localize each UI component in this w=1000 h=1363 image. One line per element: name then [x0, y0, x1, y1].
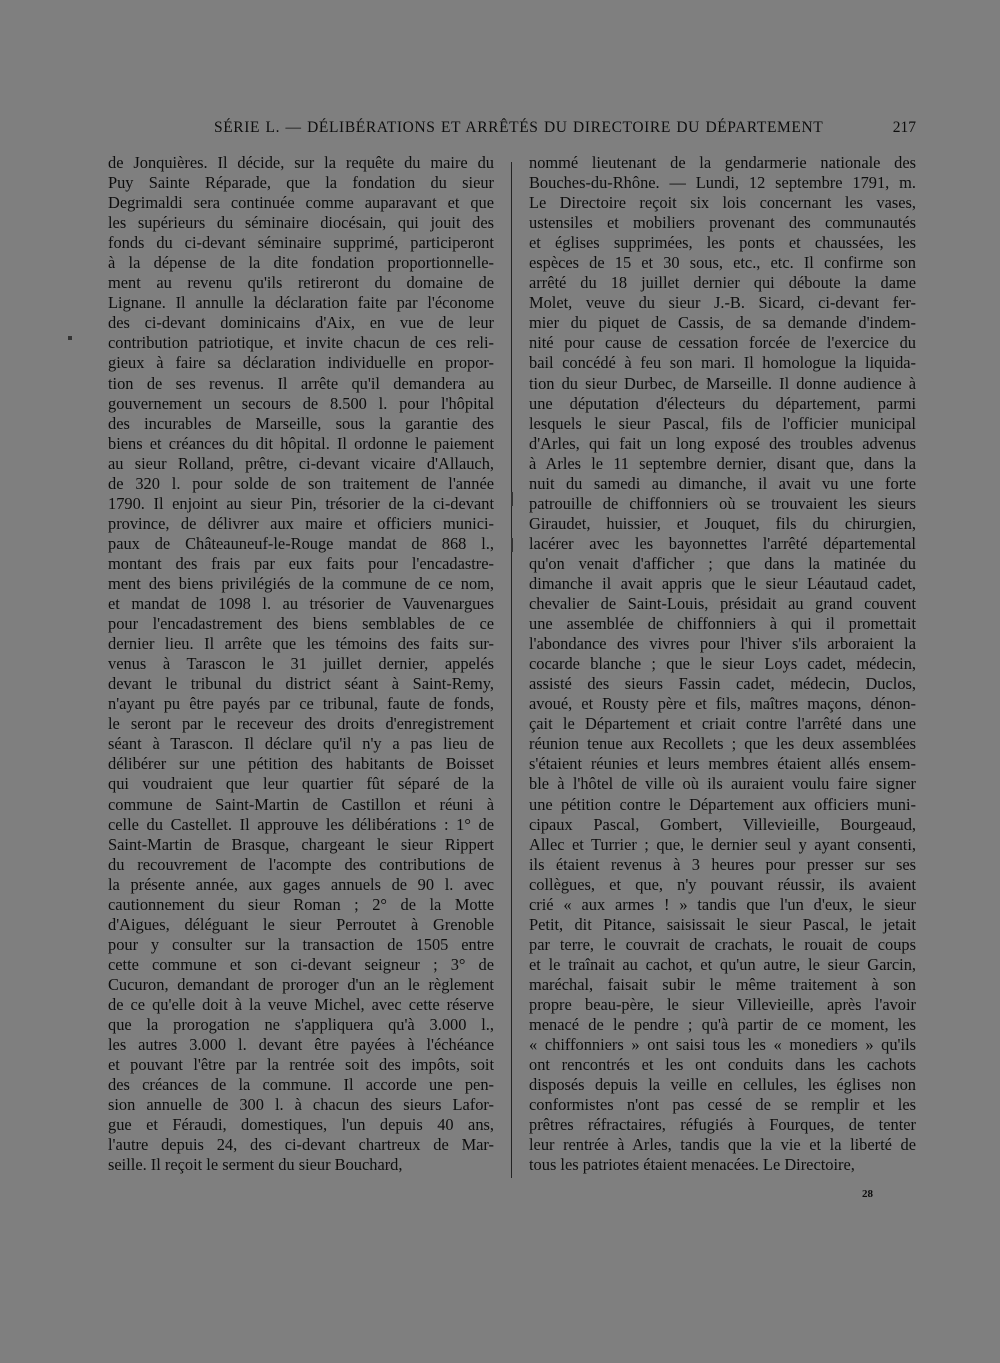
text-line: ustensiles et mobiliers provenant des communautés [529, 213, 916, 233]
text-line: Degrimaldi sera continuée comme auparavant et que [108, 193, 494, 213]
text-line: paux de Châteauneuf-le-Rouge mandat de 868 l., [108, 533, 494, 553]
text-line: réunion tenue aux Recollets ; que les deux assemblées [529, 734, 916, 754]
text-line: biens et créances du dit hôpital. Il ordonne le paiement [108, 433, 494, 453]
text-line: nommé lieutenant de la gendarmerie nationale des [529, 153, 916, 172]
right-column [529, 153, 916, 1175]
text-line: les autres 3.000 l. devant être payées à l'échéance [108, 1035, 494, 1055]
text-line: gieux à faire sa déclaration individuelle en propor- [108, 353, 494, 373]
text-line: une assemblée de chiffonniers à qui il promettait [529, 614, 916, 634]
text-line: nité pour cause de cessation forcée de l'exercice du [529, 333, 916, 353]
text-line: et pouvant l'être par la rentrée soit des impôts, soit [108, 1055, 494, 1075]
text-line: et le traînait au cachot, et qu'un autre, le sieur Garcin, [529, 954, 916, 974]
text-line: une députation d'électeurs du département, parmi [529, 393, 916, 413]
text-line: dernier lieu. Il arrête que les témoins des faits sur- [108, 634, 494, 654]
text-line: 1790. Il enjoint au sieur Pin, trésorier de la ci-devant [108, 493, 494, 513]
text-line: et églises supprimées, les ponts et chaussées, les [529, 233, 916, 253]
text-line: s'étaient réunies et leurs membres étaient allés ensem- [529, 754, 916, 774]
text-line: des incurables de Marseille, sous la garantie des [108, 413, 494, 433]
text-line: propre beau-père, le sieur Villevieille, après l'avoir [529, 994, 916, 1014]
text-line: Bouches-du-Rhône. — Lundi, 12 septembre 1791, m. [529, 173, 916, 193]
text-line: de 320 l. pour solde de son traitement de l'année [108, 473, 494, 493]
text-line: lacérer avec les bayonnettes l'arrêté départemental [529, 533, 916, 553]
text-line: d'Arles, qui fait un long exposé des troubles advenus [529, 433, 916, 453]
text-line: des ci-devant dominicains d'Aix, en vue de leur [108, 313, 494, 333]
text-line: les supérieurs du séminaire diocésain, qui jouit des [108, 213, 494, 233]
text-line: ble à l'hôtel de ville où ils auraient voulu faire signer [529, 774, 916, 794]
text-line: du recouvrement de l'acompte des contributions de [108, 854, 494, 874]
text-line: montant des frais par eux faits pour l'encadastre- [108, 553, 494, 573]
text-line: pour l'encadastrement des biens semblables de ce [108, 614, 494, 634]
text-line: ont rencontrés et les ont conduits dans les cachots [529, 1055, 916, 1075]
text-line: « chiffonniers » ont saisi tous les « monediers » qu'ils [529, 1035, 916, 1055]
text-line: de Jonquières. Il décide, sur la requête du maire du [108, 153, 494, 172]
text-line: cette commune et son ci-devant seigneur ; 3° de [108, 954, 494, 974]
text-line: patrouille de chiffonniers où se trouvaient les sieurs [529, 493, 916, 513]
text-line: la présente année, aux gages annuels de 90 l. avec [108, 874, 494, 894]
text-line: pour y consulter sur la transaction de 1505 entre [108, 934, 494, 954]
page-header [108, 119, 916, 141]
text-line: nuit du samedi au dimanche, il avait vu une forte [529, 473, 916, 493]
text-line: séant à Tarascon. Il déclare qu'il n'y a pas lieu de [108, 734, 494, 754]
text-line: que la prorogation ne s'appliquera qu'à 3.000 l., [108, 1015, 494, 1035]
text-line: des créances de la commune. Il accorde une pen- [108, 1075, 494, 1095]
text-line: devant le tribunal du district séant à Saint-Remy, [108, 674, 494, 694]
column-divider [511, 162, 512, 1178]
text-line: conformistes n'ont pas cessé de se remplir et les [529, 1095, 916, 1115]
text-line: ment des biens privilégiés de la commune de ce nom, [108, 573, 494, 593]
text-line: Giraudet, huissier, et Jouquet, fils du chirurgien, [529, 513, 916, 533]
text-line: n'ayant pu être payés par ce tribunal, faute de fonds, [108, 694, 494, 714]
text-line: Puy Sainte Réparade, que la fondation du sieur [108, 173, 494, 193]
text-line: délibérer sur une pétition des habitants de Boisset [108, 754, 494, 774]
text-line: Le Directoire reçoit six lois concernant les vases, [529, 193, 916, 213]
text-line: Molet, veuve du sieur J.-B. Sicard, ci-devant fer- [529, 293, 916, 313]
text-line: tion du sieur Durbec, de Marseille. Il donne audience à [529, 373, 916, 393]
text-line: qu'on venait d'afficher ; que dans la matinée du [529, 553, 916, 573]
gutter-mark [511, 538, 513, 552]
text-line: cautionnement du sieur Roman ; 2° de la Motte [108, 894, 494, 914]
text-line: chevalier de Saint-Louis, présidait au grand couvent [529, 594, 916, 614]
text-line: venus à Tarascon le 31 juillet dernier, appelés [108, 654, 494, 674]
text-line: seille. Il reçoit le serment du sieur Bouchard, [108, 1155, 403, 1175]
left-column [108, 153, 494, 1175]
text-line: qui voudraient que leur quartier fût séparé de la [108, 774, 494, 794]
text-line: menacé de le pendre ; qu'à partir de ce moment, les [529, 1015, 916, 1035]
margin-speck [68, 336, 72, 340]
text-line: contribution patriotique, et invite chacun de ces reli- [108, 333, 494, 353]
text-line: Cucuron, demandant de proroger d'un an le règlement [108, 974, 494, 994]
signature-mark: 28 [862, 1188, 873, 1200]
text-line: celle du Castellet. Il approuve les délibérations : 1° de [108, 814, 494, 834]
page-number: 217 [892, 119, 916, 136]
text-line: d'Aigues, déléguant le sieur Perroutet à Grenoble [108, 914, 494, 934]
text-line: sion annuelle de 300 l. à chacun des sieurs Lafor- [108, 1095, 494, 1115]
text-line: cipaux Pascal, Gombert, Villevieille, Bourgeaud, [529, 814, 916, 834]
text-line: çait le Département et criait contre l'arrêté dans une [529, 714, 916, 734]
text-line: à Arles le 11 septembre dernier, disant que, dans la [529, 453, 916, 473]
text-line: ment au revenu qu'ils retireront du domaine de [108, 273, 494, 293]
text-line: ils étaient revenus à 3 heures pour presser sur ses [529, 854, 916, 874]
text-line: lesquels le sieur Pascal, fils de l'officier municipal [529, 413, 916, 433]
text-line: dimanche il avait appris que le sieur Léautaud cadet, [529, 573, 916, 593]
text-line: Saint-Martin de Brasque, chargeant le sieur Rippert [108, 834, 494, 854]
text-line: crié « aux armes ! » tandis que l'un d'eux, le sieur [529, 894, 916, 914]
text-line: gouvernement un secours de 8.500 l. pour l'hôpital [108, 393, 494, 413]
text-line: espèces de 15 et 30 sous, etc., etc. Il confirme son [529, 253, 916, 273]
text-line: disposés depuis la veille en cellules, les églises non [529, 1075, 916, 1095]
text-line: gue et Féraudi, domestiques, l'un depuis 40 ans, [108, 1115, 494, 1135]
text-line: leur rentrée à Arles, tandis que la vie et la liberté de [529, 1135, 916, 1155]
text-line: au sieur Rolland, prêtre, ci-devant vicaire d'Allauch, [108, 453, 494, 473]
text-line: maréchal, faisait subir le même traitement à son [529, 974, 916, 994]
gutter-mark [511, 492, 513, 506]
text-line: à la dépense de la dite fondation proportionnelle- [108, 253, 494, 273]
text-line: bail concédé à feu son mari. Il homologue la liquida- [529, 353, 916, 373]
text-line: Lignane. Il annulle la déclaration faite par l'économe [108, 293, 494, 313]
text-line: arrêté du 18 juillet dernier qui déboute la dame [529, 273, 916, 293]
text-line: par terre, le couvrait de crachats, le rouait de coups [529, 934, 916, 954]
text-line: commune de Saint-Martin de Castillon et réuni à [108, 794, 494, 814]
text-line: tion de ses revenus. Il arrête qu'il demandera au [108, 373, 494, 393]
text-line: une pétition contre le Département aux officiers muni- [529, 794, 916, 814]
text-line: le seront par le receveur des droits d'enregistrement [108, 714, 494, 734]
running-head: SÉRIE L. — DÉLIBÉRATIONS ET ARRÊTÉS DU DIRECTOIRE DU DÉPARTEMENT [214, 119, 824, 136]
text-line: cocarde blanche ; que le sieur Loys cadet, médecin, [529, 654, 916, 674]
text-line: l'autre depuis 24, des ci-devant chartreux de Mar- [108, 1135, 494, 1155]
text-line: Petit, dit Pitance, saisissait le sieur Pascal, le jetait [529, 914, 916, 934]
text-line: assisté des sieurs Fassin cadet, médecin, Duclos, [529, 674, 916, 694]
text-line: collègues, et que, n'y pouvant réussir, ils avaient [529, 874, 916, 894]
text-line: Allec et Turrier ; que, le dernier seul y ayant consenti, [529, 834, 916, 854]
text-line: fonds du ci-devant séminaire supprimé, participeront [108, 233, 494, 253]
text-line: avoué, et Rousty père et fils, maîtres maçons, dénon- [529, 694, 916, 714]
text-line: et mandat de 1098 l. au trésorier de Vauvenargues [108, 594, 494, 614]
text-line: l'abondance des vivres pour l'hiver s'ils arboraient la [529, 634, 916, 654]
text-line: de ce qu'elle doit à la veuve Michel, avec cette réserve [108, 994, 494, 1014]
text-line: prêtres réfractaires, réfugiés à Fourques, de tenter [529, 1115, 916, 1135]
text-line: mier du piquet de Cassis, de sa demande d'indem- [529, 313, 916, 333]
text-line: province, de délivrer aux maire et officiers munici- [108, 513, 494, 533]
text-line: tous les patriotes étaient menacées. Le Directoire, [529, 1155, 855, 1175]
